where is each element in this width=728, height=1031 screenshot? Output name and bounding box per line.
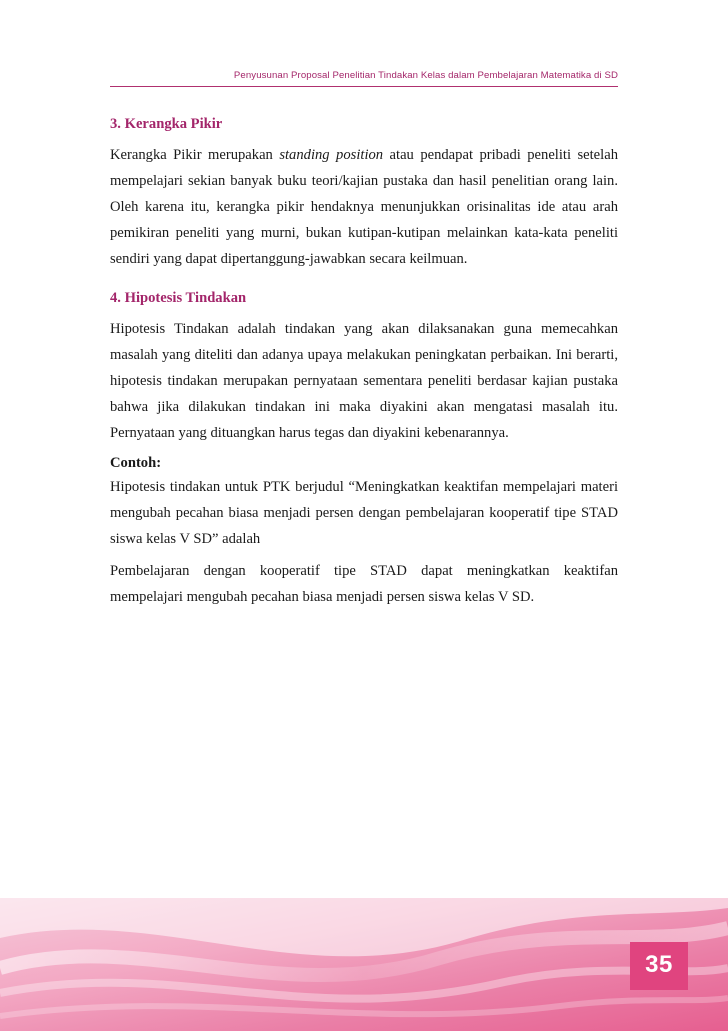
section-paragraph-kerangka-pikir	[110, 142, 618, 272]
paragraph-text: Kerangka Pikir merupakan	[110, 147, 280, 163]
header-rule	[110, 86, 618, 87]
section-paragraph-hipotesis-tindakan: Hipotesis Tindakan adalah tindakan yang akan dilaksanakan guna memecahkan masalah yang diteliti dan adanya upaya melakukan peningkatan perbaikan. Ini berarti, hipotesis tindakan merupakan pernyataan sementara peneliti berdasar kajian pustaka bahwa jika dilakukan tindakan ini maka diyakini akan mengatasi masalah itu. Pernyataan yang dituangkan harus tegas dan diyakini kebenarannya.	[110, 321, 618, 441]
section-heading-hipotesis-tindakan: 4. Hipotesis Tindakan	[110, 290, 247, 306]
example-label: Contoh:	[110, 455, 162, 471]
example-statement: Pembelajaran dengan kooperatif tipe STAD dapat meningkatkan keaktifan mempelajari mengubah pecahan biasa menjadi persen siswa kelas V SD.	[110, 563, 618, 605]
running-header: Penyusunan Proposal Penelitian Tindakan Kelas dalam Pembelajaran Matematika di SD	[233, 70, 618, 81]
italic-term: standing position	[279, 147, 384, 163]
example-intro: Hipotesis tindakan untuk PTK berjudul “Meningkatkan keaktifan mempelajari materi mengubah pecahan biasa menjadi persen dengan pembelajaran kooperatif tipe STAD siswa kelas V SD” adalah	[110, 479, 618, 547]
page-content	[110, 112, 618, 610]
section-heading-kerangka-pikir: 3. Kerangka Pikir	[110, 116, 223, 132]
page-number: 35	[645, 951, 673, 978]
footer-decorative-band	[0, 898, 728, 1031]
paragraph-text: atau pendapat pribadi peneliti setelah mempelajari sekian banyak buku teori/kajian pustaka dan hasil penelitian orang lain. Oleh karena itu, kerangka pikir hendaknya menunjukkan orisinalitas ide atau arah pemikiran peneliti yang murni, bukan kutipan-kutipan melainkan kata-kata peneliti sendiri yang dapat dipertanggung-jawabkan secara keilmuan.	[110, 147, 618, 267]
